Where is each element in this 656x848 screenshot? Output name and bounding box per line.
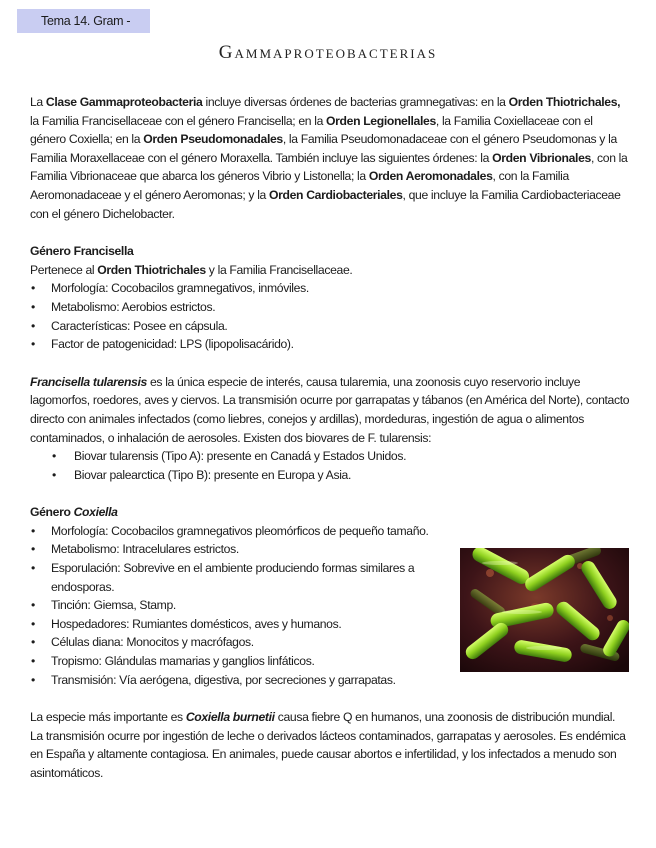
bacteria-micrograph-image <box>460 548 629 672</box>
list-item: • Características: Posee en cápsula. <box>30 317 630 336</box>
intro-paragraph: La Clase Gammaproteobacteria incluye diversas órdenes de bacterias gramnegativas: en la Orden Thiotrichales, la Familia Francisellaceae con el género Francisella; en la Orden Legionellales, la Familia Coxiellaceae con el género Coxiella; en la Orden Pseudomonadales, la Familia Pseudomonadaceae con el género Pseudomonas y la Familia Moraxellaceae con el género Moraxella. También incluye las siguientes órdenes: la Orden Vibrionales, con la Familia Vibrionaceae que abarca los géneros Vibrio y Listonella; la Orden Aeromonadales, con la Familia Aeromonadaceae y el género Aeromonas; y la Orden Cardiobacteriales, que incluye la Familia Cardiobacteriaceae con el género Dichelobacter. <box>30 95 628 221</box>
emphasis-text: Orden Pseudomonadales <box>143 132 283 147</box>
coxiella-heading-prefix: Género <box>30 505 74 520</box>
emphasis-text: Orden Thiotrichales, <box>508 95 621 109</box>
emphasis-text: Francisella tularensis <box>30 374 147 389</box>
list-item: • Metabolismo: Intracelulares estrictos. <box>30 540 430 559</box>
tularensis-paragraph: Francisella tularensis es la única especie de interés, causa tularemia, una zoonosis cuyo reservorio incluye lagomorfos, roedores, aves y ciervos. La transmisión ocurre por garrapatas y tábanos (en América del Norte), contacto directo con animales infectados (como liebres, conejos y ardillas), mordeduras, ingestión de agua o alimentos contaminados, o inhalación de aerosoles. Existen dos biovares de F. tularensis: <box>30 374 630 445</box>
francisella-list <box>30 279 630 353</box>
list-item: • Hospedadores: Rumiantes domésticos, aves y humanos. <box>30 615 430 634</box>
list-item: • Biovar palearctica (Tipo B): presente en Europa y Asia. <box>30 466 630 485</box>
emphasis-text: Clase Gammaproteobacteria <box>45 95 203 109</box>
coxiella-list <box>30 522 430 689</box>
list-item: • Esporulación: Sobrevive en el ambiente produciendo formas similares a endosporas. <box>30 559 430 596</box>
emphasis-text: Orden Aeromonadales <box>368 169 493 184</box>
emphasis-text: Orden Vibrionales <box>492 150 591 165</box>
francisella-belongs: Pertenece al Orden Thiotrichales y la Familia Francisellaceae. <box>30 262 353 277</box>
coxiella-heading <box>30 503 630 522</box>
page-title: Gammaproteobacterias <box>218 42 438 63</box>
emphasis-text: Orden Legionellales <box>326 113 436 128</box>
list-item: • Transmisión: Vía aerógena, digestiva, por secreciones y garrapatas. <box>30 671 430 690</box>
biovar-list <box>30 447 630 484</box>
list-item: • Metabolismo: Aerobios estrictos. <box>30 298 630 317</box>
coxiella-heading-genus: Coxiella <box>73 505 118 520</box>
list-item: • Tinción: Giemsa, Stamp. <box>30 596 430 615</box>
coxiella-row <box>30 522 630 689</box>
list-item: • Células diana: Monocitos y macrófagos. <box>30 633 430 652</box>
document-body <box>30 93 630 783</box>
list-item: • Morfología: Cocobacilos gramnegativos pleomórficos de pequeño tamaño. <box>30 522 430 541</box>
list-item: • Tropismo: Glándulas mamarias y ganglios linfáticos. <box>30 652 430 671</box>
list-item: • Factor de patogenicidad: LPS (lipopolisacárido). <box>30 335 630 354</box>
emphasis-text: Orden Thiotrichales <box>97 262 206 277</box>
list-item: • Morfología: Cocobacilos gramnegativos, inmóviles. <box>30 279 630 298</box>
emphasis-text: Orden Cardiobacteriales <box>269 187 403 202</box>
list-item: • Biovar tularensis (Tipo A): presente en Canadá y Estados Unidos. <box>30 447 630 466</box>
topic-tag: Tema 14. Gram - <box>17 9 150 33</box>
burnetii-paragraph: La especie más importante es Coxiella burnetii causa fiebre Q en humanos, una zoonosis de distribución mundial. La transmisión ocurre por ingestión de leche o derivados lácteos contaminados, garrapatas y aerosoles. Es endémica en España y altamente contagiosa. En animales, puede causar abortos e infertilidad, y los infectados a menudo son asintomáticos. <box>30 710 626 780</box>
francisella-heading: Género Francisella <box>30 244 134 259</box>
emphasis-text: Coxiella burnetii <box>185 710 275 725</box>
